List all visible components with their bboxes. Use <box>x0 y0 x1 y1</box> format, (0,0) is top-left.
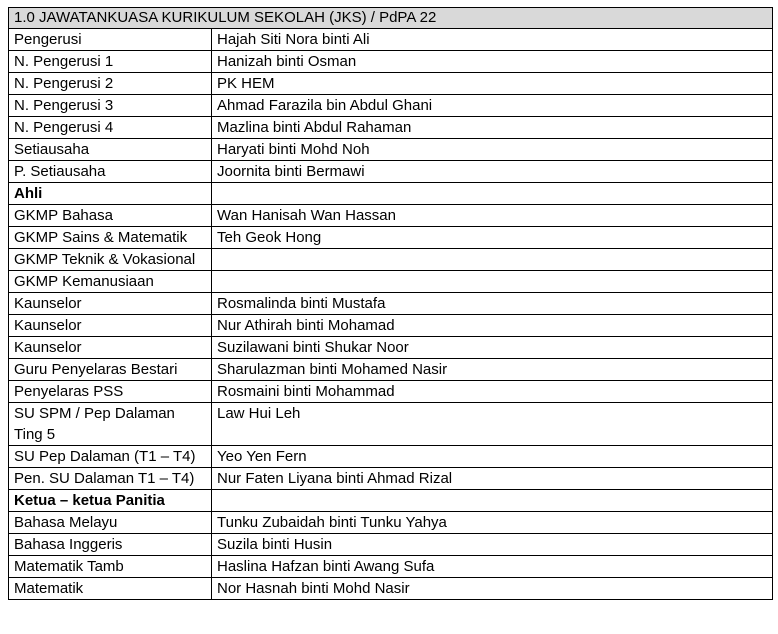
section-heading: Ahli <box>9 183 212 205</box>
section-heading: Ketua – ketua Panitia <box>9 490 212 512</box>
role-cell: Kaunselor <box>9 315 212 337</box>
name-cell: PK HEM <box>212 73 773 95</box>
table-row <box>9 381 773 403</box>
name-cell: Mazlina binti Abdul Rahaman <box>212 117 773 139</box>
role-cell: Kaunselor <box>9 337 212 359</box>
role-cell: N. Pengerusi 1 <box>9 51 212 73</box>
role-cell: GKMP Sains & Matematik <box>9 227 212 249</box>
committee-table <box>8 7 773 600</box>
name-cell: Teh Geok Hong <box>212 227 773 249</box>
role-cell: Kaunselor <box>9 293 212 315</box>
table-row <box>9 51 773 73</box>
role-cell: N. Pengerusi 4 <box>9 117 212 139</box>
name-cell: Suzila binti Husin <box>212 534 773 556</box>
role-cell: N. Pengerusi 2 <box>9 73 212 95</box>
table-row <box>9 205 773 227</box>
role-cell: P. Setiausaha <box>9 161 212 183</box>
table-row <box>9 293 773 315</box>
role-cell: Bahasa Inggeris <box>9 534 212 556</box>
table-row <box>9 534 773 556</box>
name-cell: Sharulazman binti Mohamed Nasir <box>212 359 773 381</box>
name-cell: Rosmaini binti Mohammad <box>212 381 773 403</box>
name-cell: Haryati binti Mohd Noh <box>212 139 773 161</box>
committee-document <box>8 7 772 600</box>
name-cell: Wan Hanisah Wan Hassan <box>212 205 773 227</box>
role-cell: GKMP Bahasa <box>9 205 212 227</box>
name-cell: Haslina Hafzan binti Awang Sufa <box>212 556 773 578</box>
table-row <box>9 512 773 534</box>
table-row <box>9 578 773 600</box>
name-cell: Joornita binti Bermawi <box>212 161 773 183</box>
table-row <box>9 359 773 381</box>
name-cell: Rosmalinda binti Mustafa <box>212 293 773 315</box>
name-cell: Suzilawani binti Shukar Noor <box>212 337 773 359</box>
name-cell <box>212 183 773 205</box>
table-row <box>9 556 773 578</box>
role-cell: Bahasa Melayu <box>9 512 212 534</box>
role-cell: Pengerusi <box>9 29 212 51</box>
table-row <box>9 337 773 359</box>
role-cell: N. Pengerusi 3 <box>9 95 212 117</box>
table-row <box>9 271 773 293</box>
name-cell <box>212 271 773 293</box>
table-row <box>9 73 773 95</box>
table-row <box>9 227 773 249</box>
role-cell: Pen. SU Dalaman T1 – T4) <box>9 468 212 490</box>
role-cell: SU Pep Dalaman (T1 – T4) <box>9 446 212 468</box>
table-row <box>9 139 773 161</box>
name-cell: Hajah Siti Nora binti Ali <box>212 29 773 51</box>
role-cell: GKMP Teknik & Vokasional <box>9 249 212 271</box>
table-title-row <box>9 8 773 29</box>
name-cell: Yeo Yen Fern <box>212 446 773 468</box>
table-row <box>9 403 773 446</box>
name-cell <box>212 490 773 512</box>
role-cell: SU SPM / Pep Dalaman Ting 5 <box>9 403 212 446</box>
role-cell: GKMP Kemanusiaan <box>9 271 212 293</box>
role-cell: Setiausaha <box>9 139 212 161</box>
table-title: 1.0 JAWATANKUASA KURIKULUM SEKOLAH (JKS) / PdPA 22 <box>9 8 773 29</box>
table-row <box>9 315 773 337</box>
table-row <box>9 117 773 139</box>
name-cell: Ahmad Farazila bin Abdul Ghani <box>212 95 773 117</box>
role-cell: Penyelaras PSS <box>9 381 212 403</box>
name-cell: Tunku Zubaidah binti Tunku Yahya <box>212 512 773 534</box>
role-cell: Guru Penyelaras Bestari <box>9 359 212 381</box>
table-row <box>9 161 773 183</box>
table-row <box>9 249 773 271</box>
table-row <box>9 446 773 468</box>
table-row <box>9 29 773 51</box>
name-cell: Law Hui Leh <box>212 403 773 446</box>
name-cell: Hanizah binti Osman <box>212 51 773 73</box>
role-cell: Matematik Tamb <box>9 556 212 578</box>
name-cell <box>212 249 773 271</box>
section-row-ketua-panitia <box>9 490 773 512</box>
table-row <box>9 95 773 117</box>
table-row <box>9 468 773 490</box>
section-row-ahli <box>9 183 773 205</box>
name-cell: Nor Hasnah binti Mohd Nasir <box>212 578 773 600</box>
name-cell: Nur Athirah binti Mohamad <box>212 315 773 337</box>
role-cell: Matematik <box>9 578 212 600</box>
name-cell: Nur Faten Liyana binti Ahmad Rizal <box>212 468 773 490</box>
